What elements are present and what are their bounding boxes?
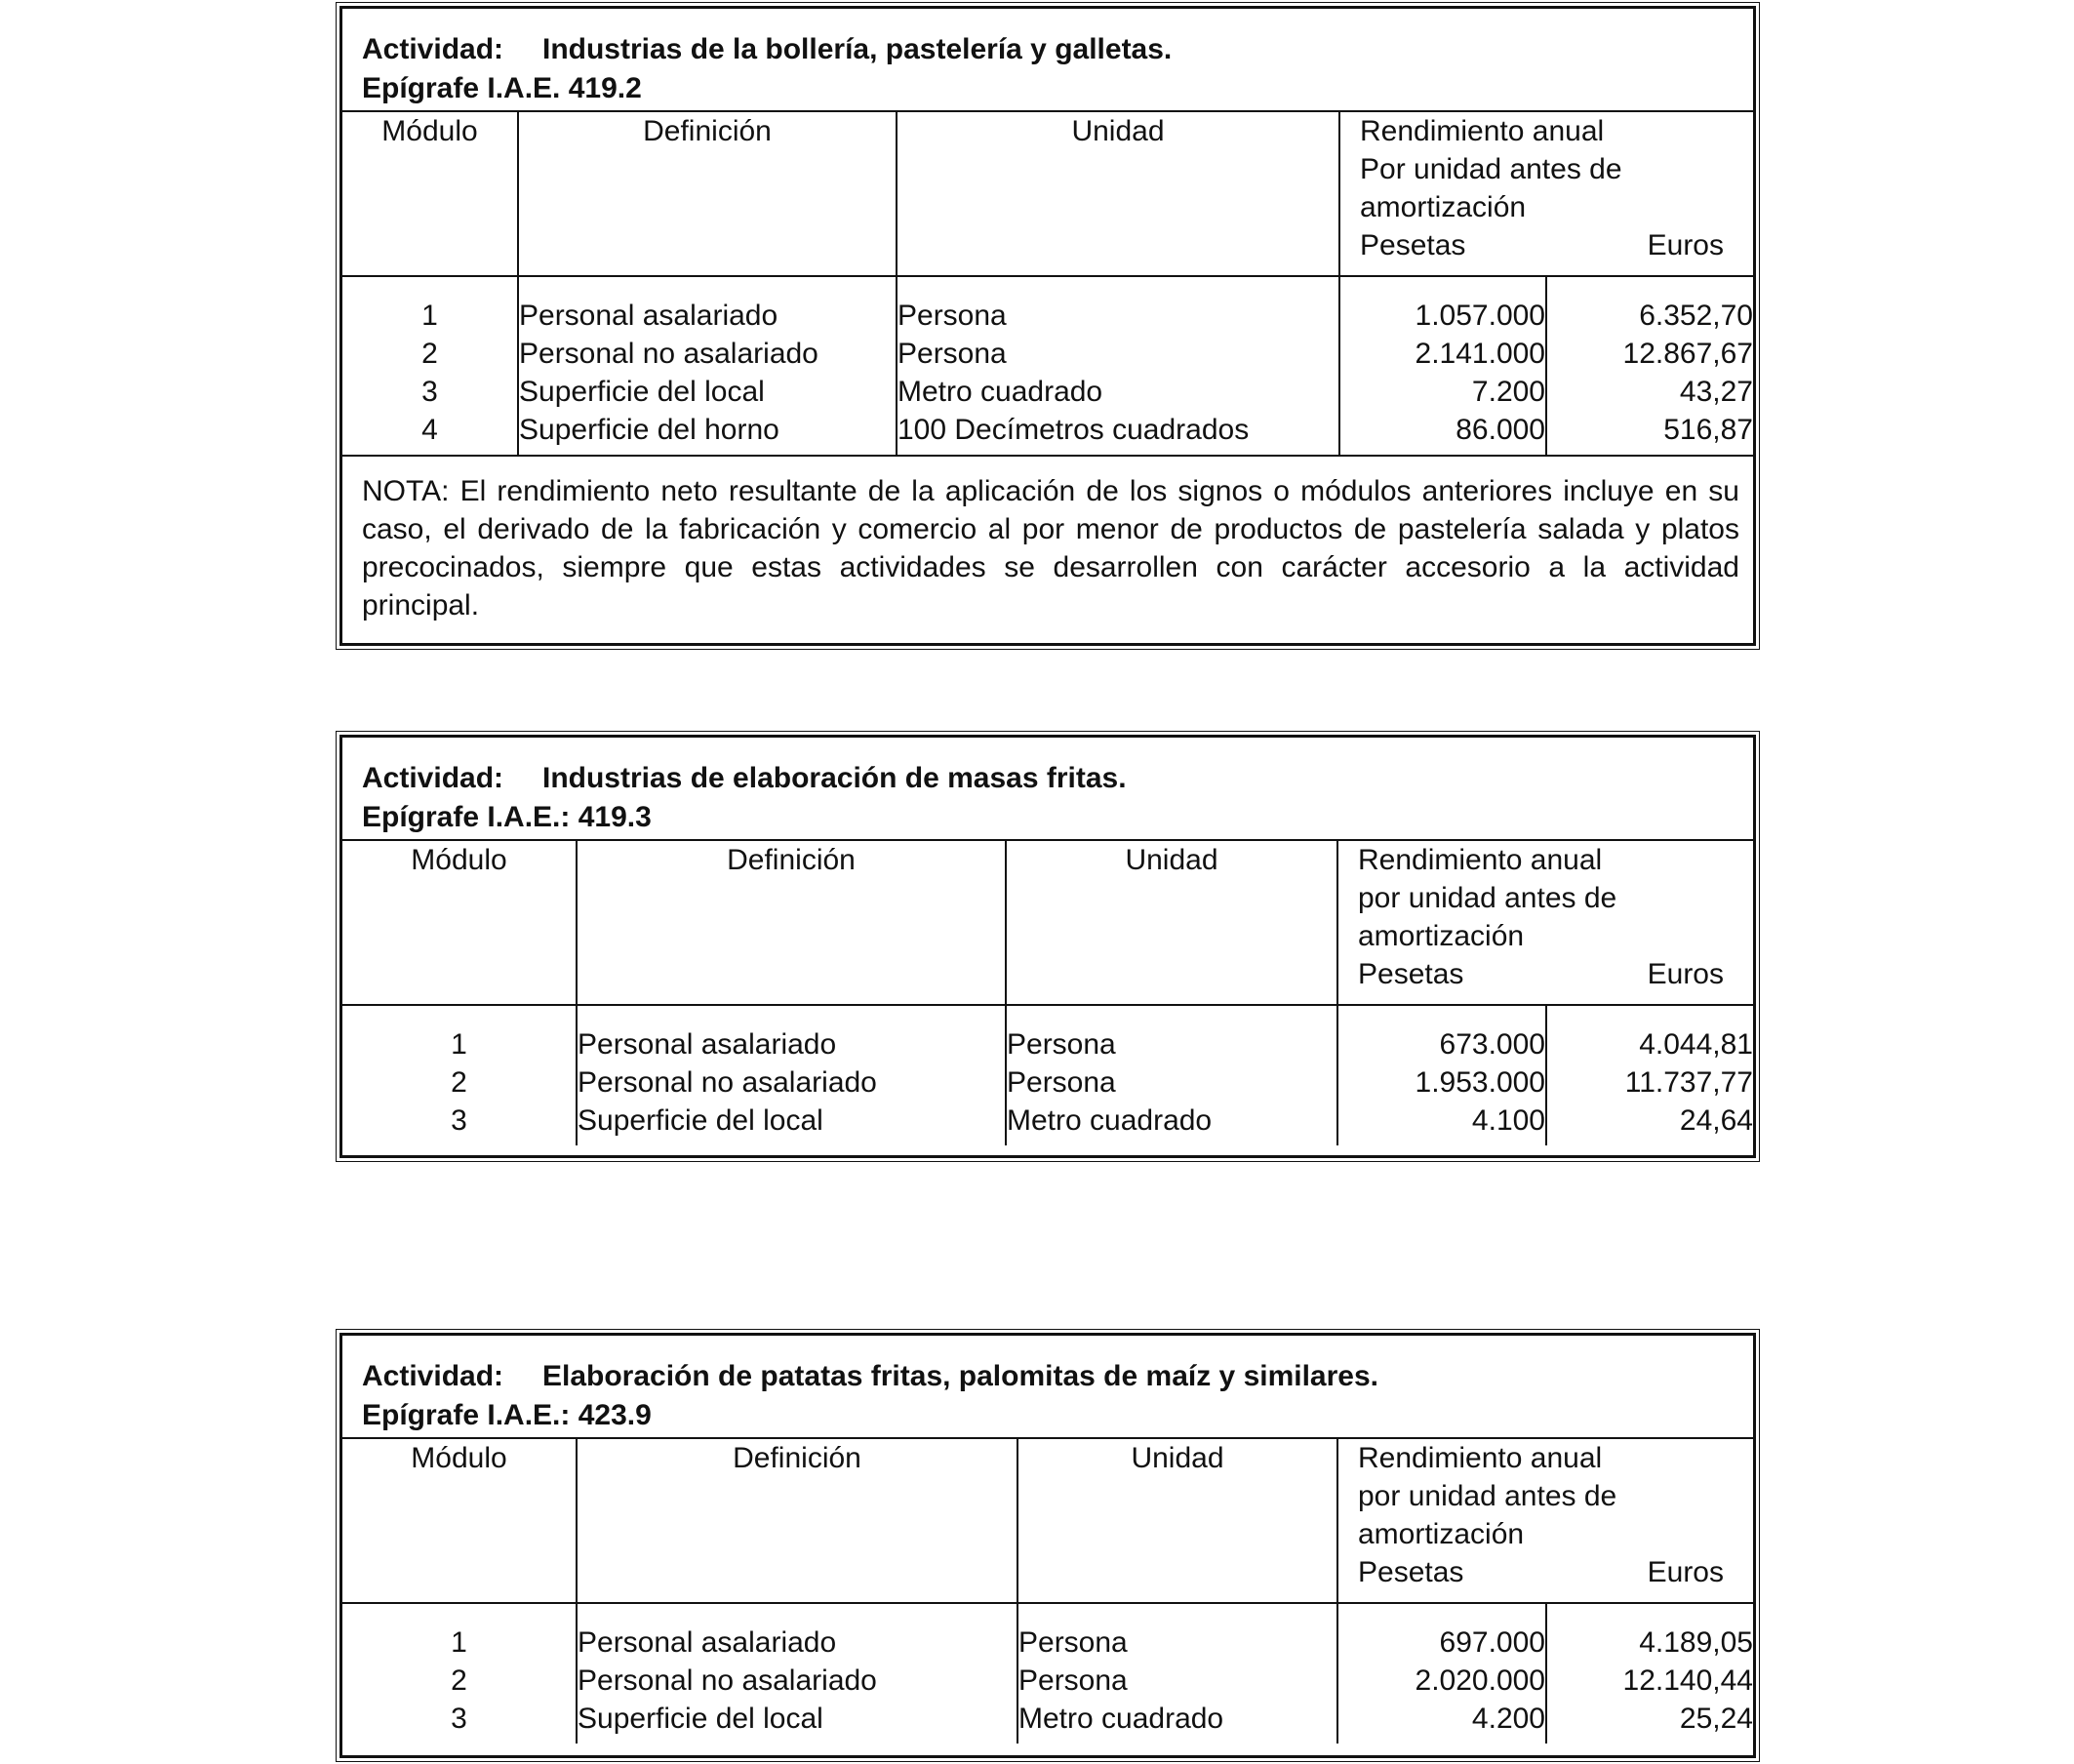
cell-pesetas: 1.953.000 — [1337, 1063, 1546, 1102]
currency-labels — [1358, 955, 1724, 993]
col-header-unidad: Unidad — [1017, 1439, 1337, 1603]
rendimiento-line-2: por unidad antes de — [1358, 1480, 1617, 1512]
cell-pesetas: 1.057.000 — [1339, 276, 1546, 335]
cell-definicion: Personal no asalariado — [577, 1662, 1017, 1700]
nota-text: NOTA: El rendimiento neto resultante de la aplicación de los signos o módulos anteriores incluye en su caso, el derivado de la fabricación y comercio al por menor de productos de pastelería salada y platos precocinados, siempre que estas actividades se desarrollen con carácter accesorio a la actividad principal. — [342, 455, 1753, 624]
col-header-modulo: Módulo — [342, 1439, 577, 1603]
cell-pesetas: 86.000 — [1339, 411, 1546, 455]
cell-euros: 24,64 — [1679, 1104, 1753, 1137]
rendimiento-line-3: amortización — [1358, 1518, 1525, 1550]
cell-euros: 43,27 — [1679, 376, 1753, 408]
cell-definicion: Superficie del horno — [518, 411, 897, 455]
table-row — [342, 411, 1753, 455]
cell-unidad: Persona — [897, 335, 1339, 373]
cell-unidad: Persona — [1017, 1662, 1337, 1700]
cell-unidad: Persona — [897, 276, 1339, 335]
rendimiento-line-2: Por unidad antes de — [1360, 153, 1622, 185]
cell-definicion: Personal no asalariado — [518, 335, 897, 373]
cell-pesetas: 2.141.000 — [1339, 335, 1546, 373]
cell-unidad: Persona — [1006, 1063, 1337, 1102]
actividad-line — [362, 759, 1734, 798]
rendimiento-line-1: Rendimiento anual — [1358, 844, 1603, 876]
cell-modulo: 1 — [342, 276, 518, 335]
cell-definicion: Superficie del local — [518, 373, 897, 411]
cell-definicion: Personal asalariado — [577, 1603, 1017, 1662]
cell-pesetas: 697.000 — [1337, 1603, 1546, 1662]
modules-table — [342, 112, 1753, 455]
table-row — [342, 276, 1753, 335]
actividad-label: Actividad: — [362, 33, 504, 65]
epigrafe-value: 419.2 — [568, 72, 642, 104]
epigrafe-label: Epígrafe I.A.E.: — [362, 1399, 571, 1431]
table-row — [342, 1700, 1753, 1744]
cell-modulo: 2 — [342, 335, 518, 373]
table-row — [342, 1005, 1753, 1063]
col-header-unidad: Unidad — [1006, 841, 1337, 1005]
cell-unidad: Persona — [1006, 1005, 1337, 1063]
table-row — [342, 1603, 1753, 1662]
epigrafe-value: 423.9 — [578, 1399, 652, 1431]
cell-modulo: 3 — [342, 373, 518, 411]
rendimiento-line-3: amortización — [1360, 191, 1527, 223]
rendimiento-line-1: Rendimiento anual — [1358, 1442, 1603, 1474]
actividad-value: Industrias de la bollería, pastelería y galletas. — [542, 33, 1173, 65]
col-header-definicion: Definición — [577, 1439, 1017, 1603]
modules-table — [342, 841, 1753, 1145]
cell-euros: 12.867,67 — [1622, 338, 1753, 370]
euros-label: Euros — [1647, 958, 1724, 990]
cell-euros: 4.044,81 — [1639, 1028, 1753, 1061]
cell-euros: 6.352,70 — [1639, 300, 1753, 332]
activity-header — [342, 9, 1753, 112]
cell-definicion: Superficie del local — [577, 1102, 1006, 1145]
cell-euros: 516,87 — [1663, 414, 1753, 446]
pesetas-label: Pesetas — [1358, 958, 1464, 990]
cell-modulo: 2 — [342, 1662, 577, 1700]
epigrafe-label: Epígrafe I.A.E. — [362, 72, 561, 104]
col-header-definicion: Definición — [577, 841, 1006, 1005]
rendimiento-line-2: por unidad antes de — [1358, 882, 1617, 914]
column-header-row — [342, 1439, 1753, 1603]
pesetas-label: Pesetas — [1358, 1556, 1464, 1588]
cell-modulo: 1 — [342, 1005, 577, 1063]
cell-modulo: 2 — [342, 1063, 577, 1102]
cell-unidad: Metro cuadrado — [1006, 1102, 1337, 1145]
euros-label: Euros — [1647, 1556, 1724, 1588]
table-row — [342, 1662, 1753, 1700]
col-header-rendimiento — [1337, 1439, 1753, 1603]
cell-definicion: Personal asalariado — [577, 1005, 1006, 1063]
actividad-line — [362, 30, 1734, 69]
table-row — [342, 1063, 1753, 1102]
cell-euros: 4.189,05 — [1639, 1626, 1753, 1659]
col-header-modulo: Módulo — [342, 112, 518, 276]
activity-block-419-3 — [339, 735, 1756, 1158]
activity-block-423-9 — [339, 1333, 1756, 1758]
cell-unidad: Metro cuadrado — [897, 373, 1339, 411]
actividad-value: Elaboración de patatas fritas, palomitas de maíz y similares. — [542, 1360, 1378, 1392]
col-header-unidad: Unidad — [897, 112, 1339, 276]
cell-euros: 25,24 — [1679, 1703, 1753, 1735]
epigrafe-value: 419.3 — [578, 801, 652, 833]
actividad-line — [362, 1357, 1734, 1396]
cell-pesetas: 7.200 — [1339, 373, 1546, 411]
cell-euros: 11.737,77 — [1624, 1066, 1753, 1099]
currency-labels — [1360, 226, 1724, 264]
epigrafe-line — [362, 798, 1734, 837]
cell-pesetas: 673.000 — [1337, 1005, 1546, 1063]
rendimiento-line-3: amortización — [1358, 920, 1525, 952]
cell-pesetas: 4.100 — [1337, 1102, 1546, 1145]
modules-table — [342, 1439, 1753, 1744]
epigrafe-line — [362, 69, 1734, 108]
rendimiento-line-1: Rendimiento anual — [1360, 115, 1605, 147]
cell-modulo: 4 — [342, 411, 518, 455]
cell-pesetas: 4.200 — [1337, 1700, 1546, 1744]
col-header-definicion: Definición — [518, 112, 897, 276]
cell-definicion: Superficie del local — [577, 1700, 1017, 1744]
cell-modulo: 3 — [342, 1700, 577, 1744]
epigrafe-line — [362, 1396, 1734, 1435]
col-header-rendimiento — [1339, 112, 1753, 276]
actividad-label: Actividad: — [362, 1360, 504, 1392]
col-header-rendimiento — [1337, 841, 1753, 1005]
activity-header — [342, 1336, 1753, 1439]
actividad-value: Industrias de elaboración de masas fritas. — [542, 762, 1127, 794]
activity-block-419-2 — [339, 6, 1756, 646]
euros-label: Euros — [1647, 229, 1724, 261]
epigrafe-label: Epígrafe I.A.E.: — [362, 801, 571, 833]
activity-header — [342, 738, 1753, 841]
table-row — [342, 373, 1753, 411]
cell-definicion: Personal asalariado — [518, 276, 897, 335]
cell-modulo: 1 — [342, 1603, 577, 1662]
cell-modulo: 3 — [342, 1102, 577, 1145]
actividad-label: Actividad: — [362, 762, 504, 794]
cell-unidad: 100 Decímetros cuadrados — [897, 411, 1339, 455]
table-row — [342, 335, 1753, 373]
currency-labels — [1358, 1553, 1724, 1591]
pesetas-label: Pesetas — [1360, 229, 1466, 261]
column-header-row — [342, 841, 1753, 1005]
table-row — [342, 1102, 1753, 1145]
cell-unidad: Metro cuadrado — [1017, 1700, 1337, 1744]
column-header-row — [342, 112, 1753, 276]
cell-definicion: Personal no asalariado — [577, 1063, 1006, 1102]
cell-euros: 12.140,44 — [1622, 1664, 1753, 1697]
cell-pesetas: 2.020.000 — [1337, 1662, 1546, 1700]
col-header-modulo: Módulo — [342, 841, 577, 1005]
cell-unidad: Persona — [1017, 1603, 1337, 1662]
